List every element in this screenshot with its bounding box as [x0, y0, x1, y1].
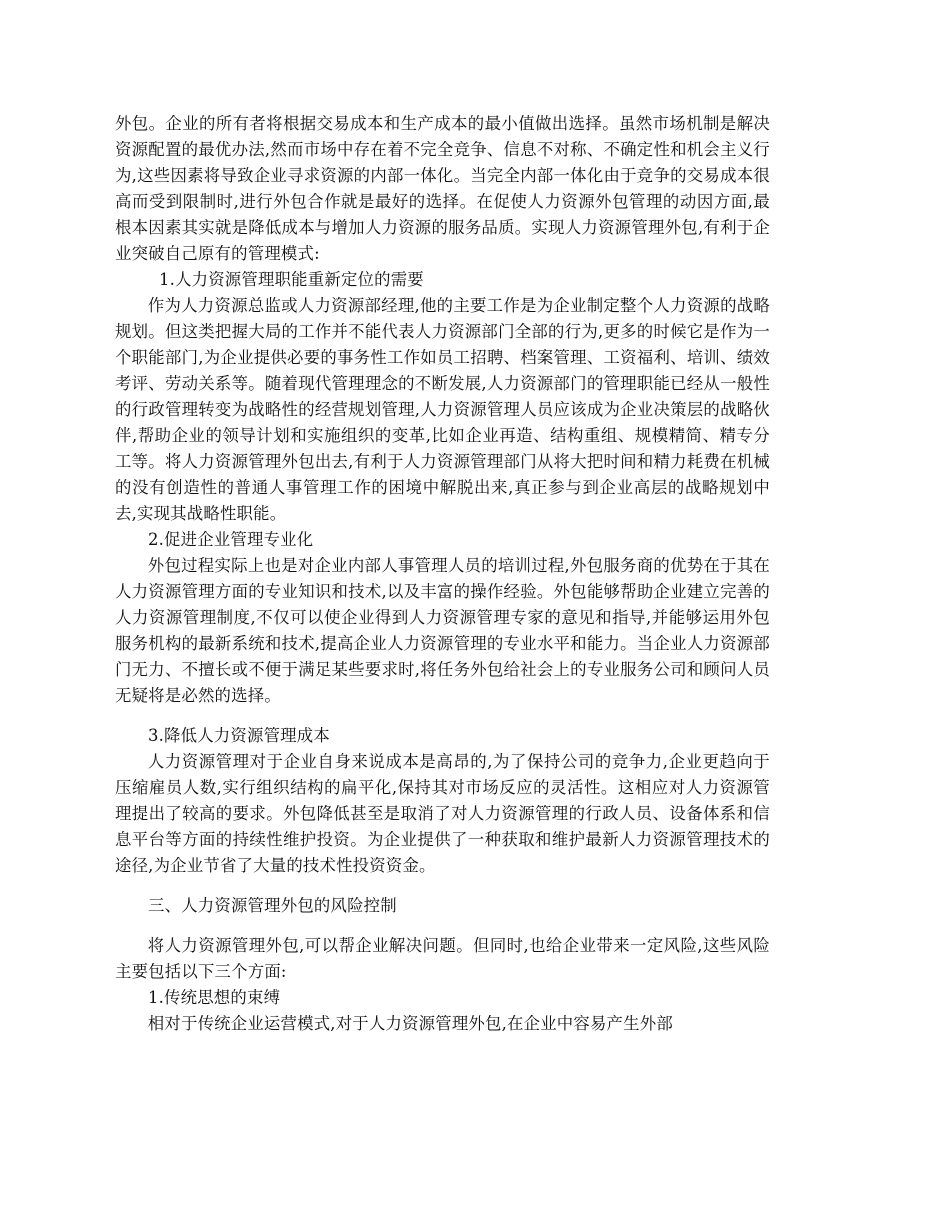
spacer	[115, 709, 770, 723]
paragraph-5: 相对于传统企业运营模式,对于人力资源管理外包,在企业中容易产生外部	[147, 1014, 673, 1033]
paragraph-3: 人力资源管理对于企业自身来说成本是高昂的,为了保持公司的竞争力,企业更趋向于压缩雇员人数,实行组织结构的扁平化,保持其对市场反应的灵活性。这相应对人力资源管理提出了较高的要求。外包降低甚至是取消了对人力资源管理的行政人员、设备体系和信息平台等方面的持续性维护投资。为企业提供了一种获取和维护最新人力资源管理技术的途径,为企业节省了大量的技术性投资资金。	[115, 752, 770, 875]
subheading-2: 2.促进企业管理专业化	[148, 530, 314, 549]
paragraph-2: 外包过程实际上也是对企业内部人事管理人员的培训过程,外包服务商的优势在于其在人力资源管理方面的专业知识和技术,以及丰富的操作经验。外包能够帮助企业建立完善的人力资源管理制度,不仅可以使企业得到人力资源管理专家的意见和指导,并能够运用外包服务机构的最新系统和技术,提高企业人力资源管理的专业水平和能力。当企业人力资源部门无力、不擅长或不便于满足某些要求时,将任务外包给社会上的专业服务公司和顾问人员无疑将是必然的选择。	[115, 556, 770, 705]
section-heading-3: 三、人力资源管理外包的风险控制	[148, 896, 397, 915]
subheading-3: 3.降低人力资源管理成本	[148, 726, 330, 745]
document-body	[115, 111, 770, 1037]
paragraph-1: 作为人力资源总监或人力资源部经理,他的主要工作是为企业制定整个人力资源的战略规划。但这类把握大局的工作并不能代表人力资源部门全部的行为,更多的时候它是作为一个职能部门,为企业提供必要的事务性工作如员工招聘、档案管理、工资福利、培训、绩效考评、劳动关系等。随着现代管理理念的不断发展,人力资源部门的管理职能已经从一般性的行政管理转变为战略性的经营规划管理,人力资源管理人员应该成为企业决策层的战略伙伴,帮助企业的领导计划和实施组织的变革,比如企业再造、结构重组、规模精简、精专分工等。将人力资源管理外包出去,有利于人力资源管理部门从将大把时间和精力耗费在机械的没有创造性的普通人事管理工作的困境中解脱出来,真正参与到企业高层的战略规划中去,实现其战略性职能。	[115, 296, 770, 523]
subheading-4: 1.传统思想的束缚	[148, 988, 281, 1007]
subheading-1: 1.人力资源管理职能重新定位的需要	[159, 270, 424, 289]
paragraph-4: 将人力资源管理外包,可以帮企业解决问题。但同时,也给企业带来一定风险,这些风险主要包括以下三个方面:	[115, 936, 770, 981]
spacer	[115, 879, 770, 893]
paragraph-intro: 外包。企业的所有者将根据交易成本和生产成本的最小值做出选择。虽然市场机制是解决资源配置的最优办法,然而市场中存在着不完全竞争、信息不对称、不确定性和机会主义行为,这些因素将导致企业寻求资源的内部一体化。当完全内部一体化由于竞争的交易成本很高而受到限制时,进行外包合作就是最好的选择。在促使人力资源外包管理的动因方面,最根本因素其实就是降低成本与增加人力资源的服务品质。实现人力资源管理外包,有利于企业突破自己原有的管理模式:	[115, 114, 770, 263]
spacer	[115, 919, 770, 933]
